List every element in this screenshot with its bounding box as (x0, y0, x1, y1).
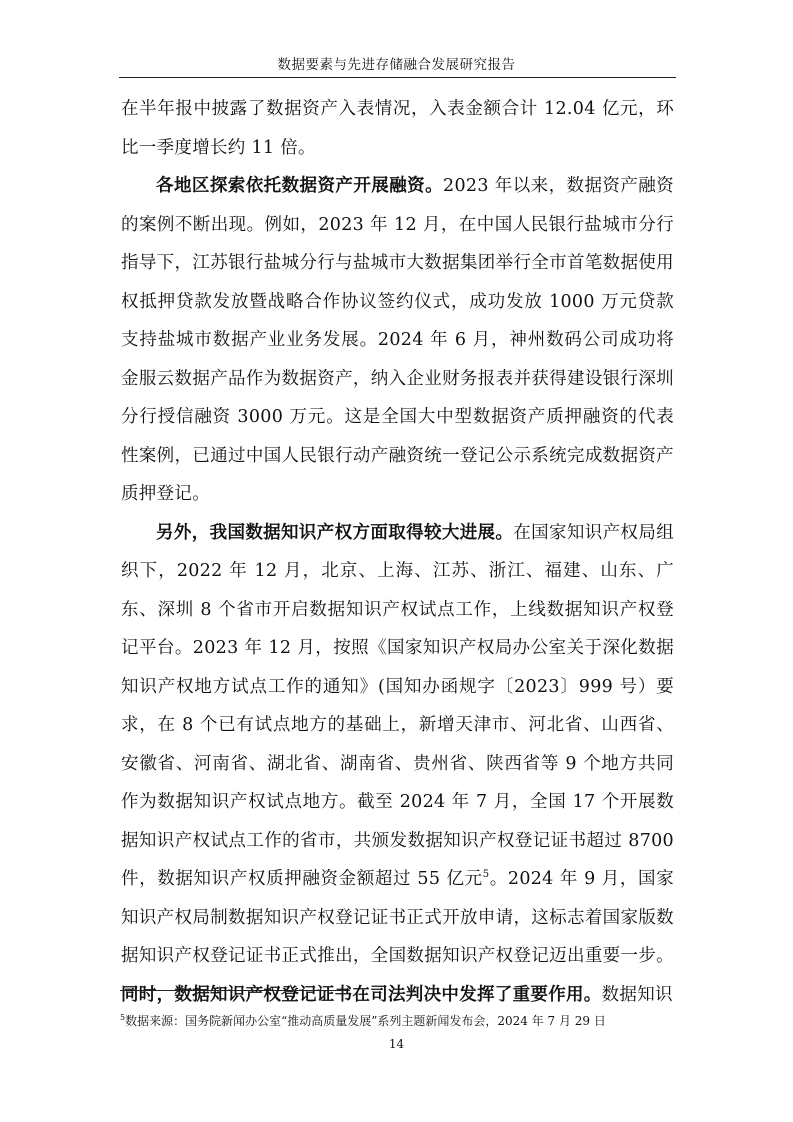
paragraph-1-text: 在半年报中披露了数据资产入表情况，入表金额合计 12.04 亿元，环比一季度增长约 11 倍。 (121, 99, 674, 158)
paragraph-2 (121, 167, 674, 514)
running-header: 数据要素与先进存储融合发展研究报告 (277, 57, 516, 73)
paragraph-1 (121, 90, 674, 167)
paragraph-3 (121, 514, 674, 1015)
paragraph-2-text: 2023 年以来，数据资产融资的案例不断出现。例如，2023 年 12 月，在中国人民银行盐城市分行指导下，江苏银行盐城分行与盐城市大数据集团举行全市首笔数据使用权抵押贷款发放暨战略合作协议签约仪式，成功发放 1000 万元贷款支持盐城市数据产业业务发展。2024 年 6 月，神州数码公司成功将金服云数据产品作为数据资产，纳入企业财务报表并获得建设银行深圳分行授信融资 3000 万元。这是全国大中型数据资产质押融资的代表性案例，已通过中国人民银行动产融资统一登记公示系统完成数据资产质押登记。 (121, 176, 674, 504)
paragraph-3-text-c: 数据知识 (601, 984, 673, 1005)
footnote (120, 1013, 680, 1029)
footnote-rule (120, 990, 350, 991)
body-text (121, 90, 674, 1014)
header-rule (119, 77, 676, 78)
paragraph-3-bold-sentence: 同时，数据知识产权登记证书在司法判决中发挥了重要作用。 (121, 984, 602, 1005)
footnote-reference[interactable]: 5 (482, 869, 490, 881)
paragraph-3-text-b: 。2024 年 9 月，国家知识产权局制数据知识产权登记证书正式开放申请，这标志着国家版数据知识产权登记证书正式推出，全国数据知识产权登记迈出重要一步。 (121, 869, 674, 966)
paragraph-2-heading: 各地区探索依托数据资产开展融资。 (156, 176, 444, 196)
page-number: 14 (388, 1037, 405, 1051)
paragraph-3-heading: 另外，我国数据知识产权方面取得较大进展。 (156, 522, 514, 543)
paragraph-3-text-a: 在国家知识产权局组织下，2022 年 12 月，北京、上海、江苏、浙江、福建、山东、广东、深圳 8 个省市开启数据知识产权试点工作，上线数据知识产权登记平台。2023 年 12 月，按照《国家知识产权局办公室关于深化数据知识产权地方试点工作的通知》(国知办函规字〔2023〕999 号）要求，在 8 个已有试点地方的基础上，新增天津市、河北省、山西省、安徽省、河南省、湖北省、湖南省、贵州省、陕西省等 9 个地方共同作为数据知识产权试点地方。截至 2024 年 7 月，全国 17 个开展数据知识产权试点工作的省市，共颁发数据知识产权登记证书超过 8700 件，数据知识产权质押融资金额超过 55 亿元 (121, 522, 675, 889)
footnote-text: 数据来源：国务院新闻办公室“推动高质量发展”系列主题新闻发布会，2024 年 7 月 29 日 (125, 1014, 606, 1028)
footnote-number: 5 (120, 1013, 126, 1022)
